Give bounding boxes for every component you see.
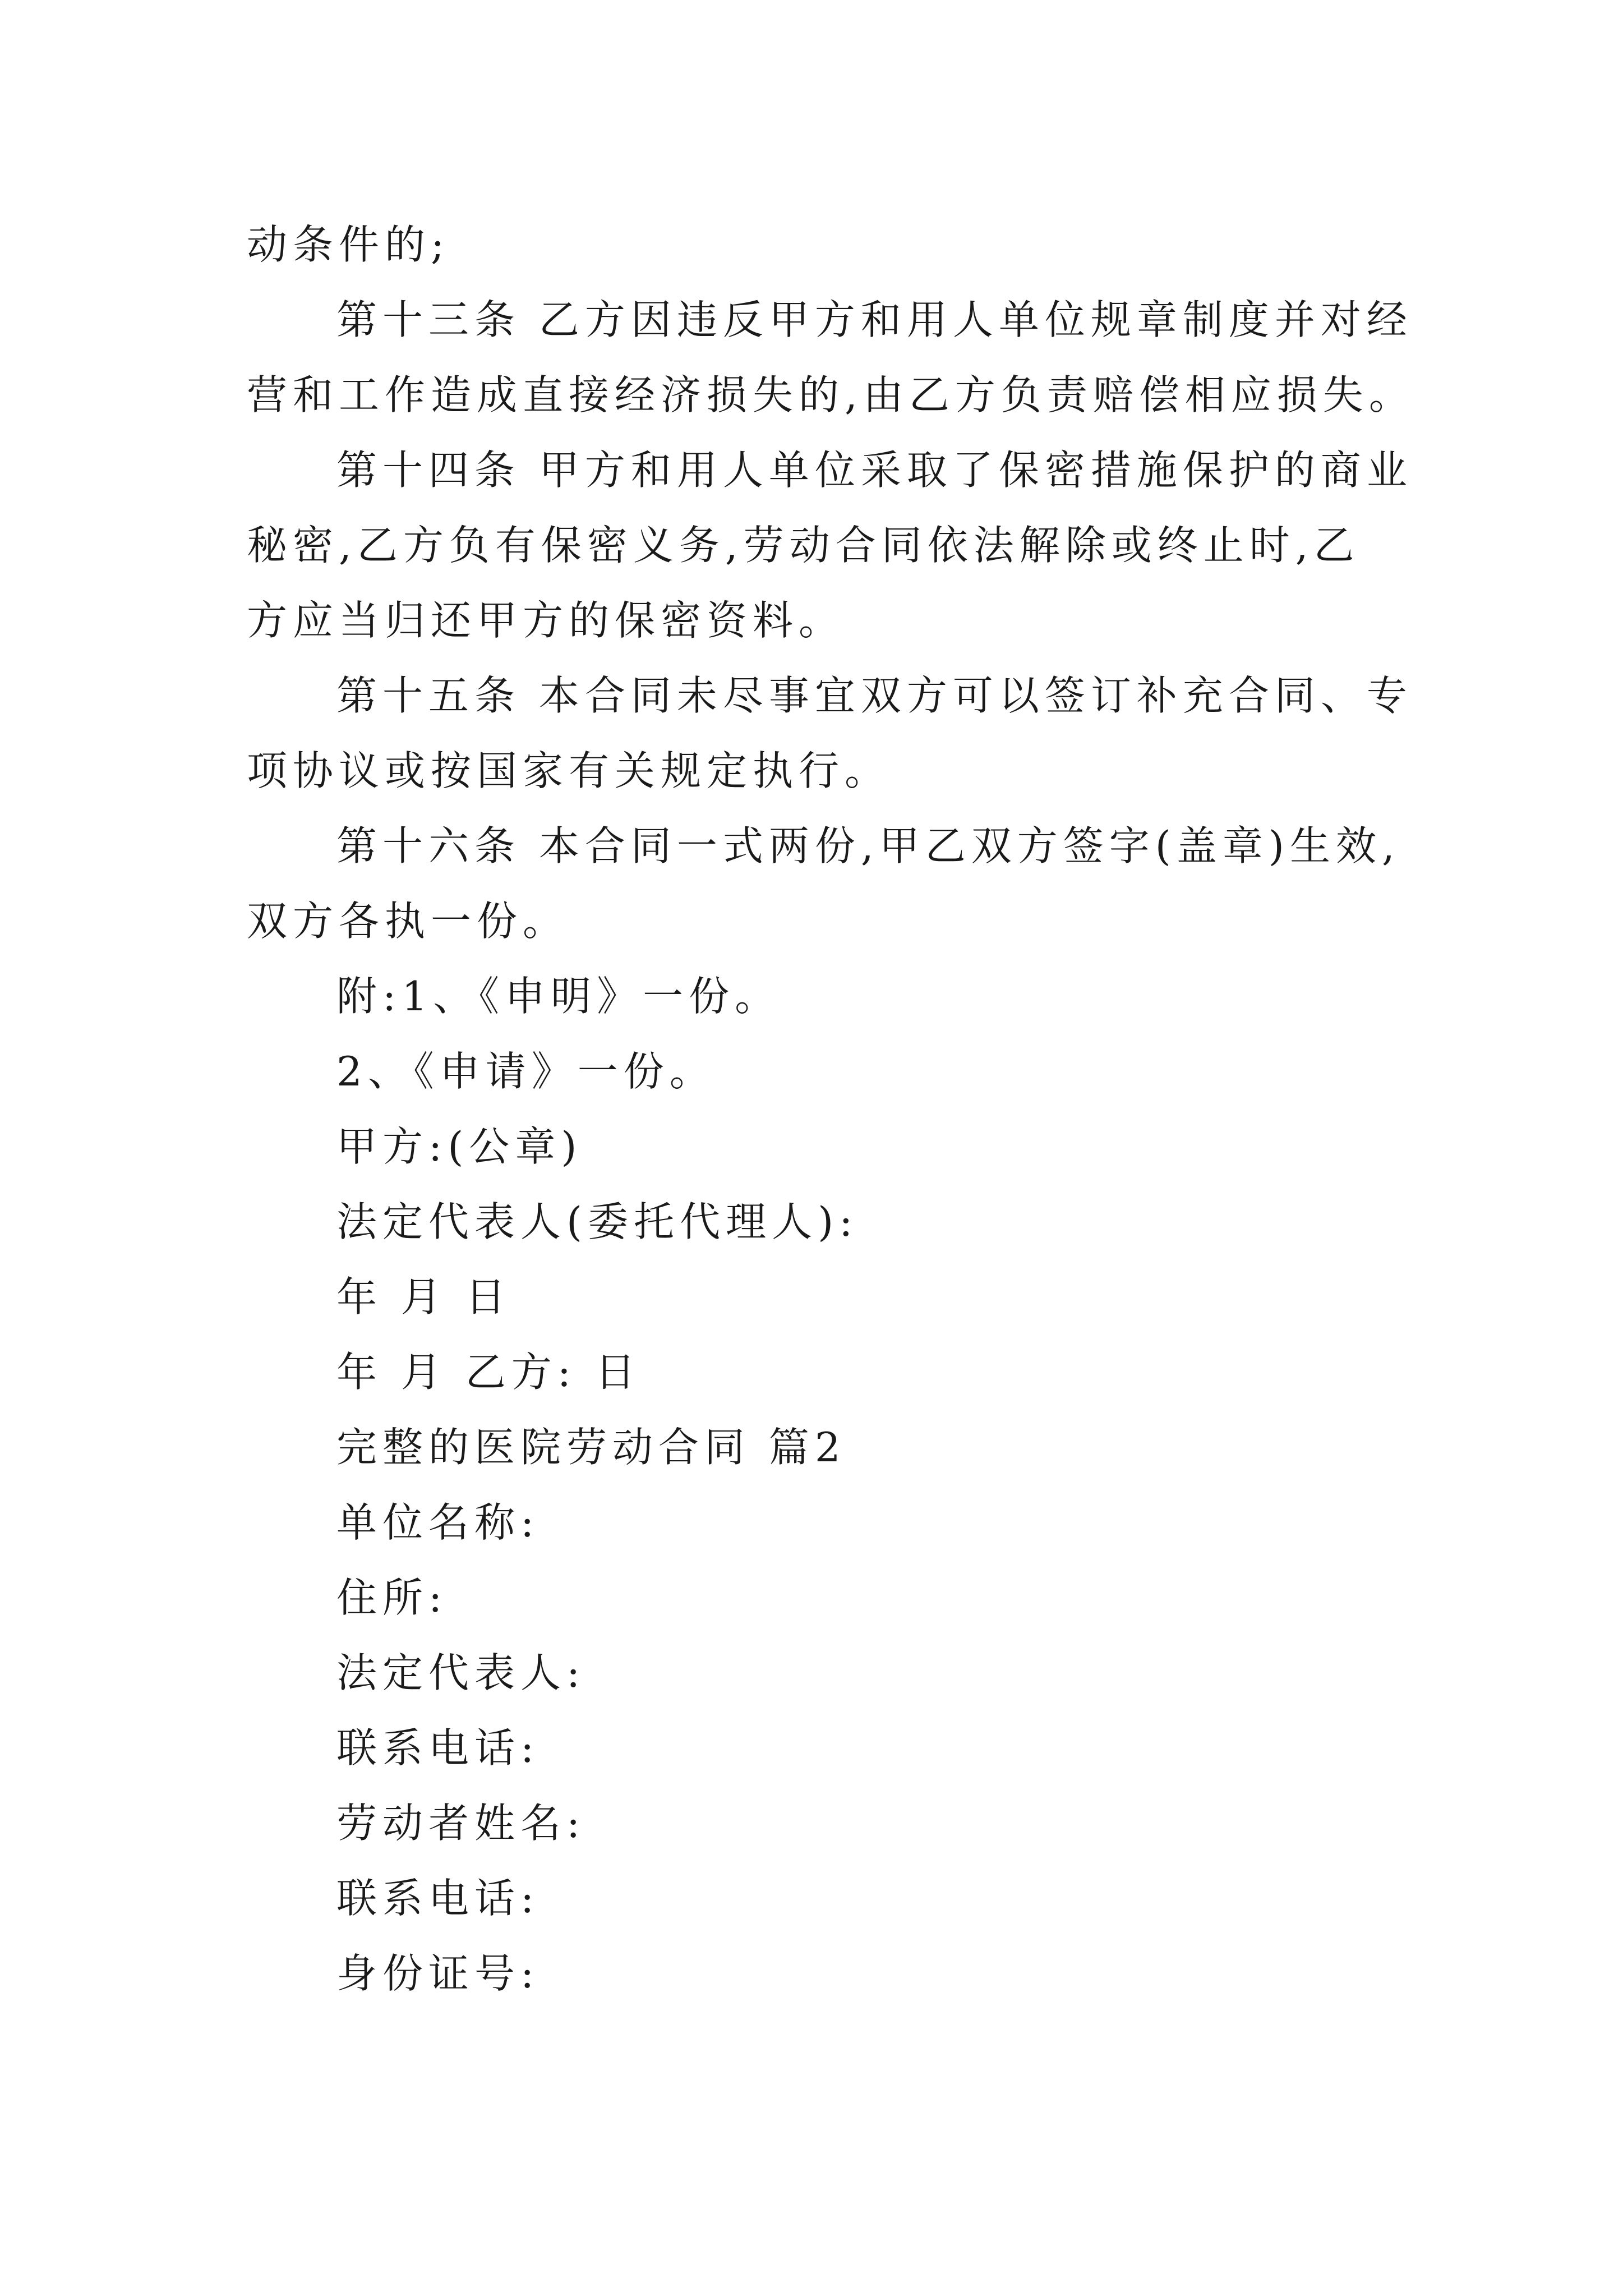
party-b-date-line: 年 月 乙方: 日 <box>336 1349 641 1396</box>
field-worker-phone: 联系电话: <box>336 1875 540 1922</box>
field-unit-name: 单位名称: <box>336 1499 540 1546</box>
field-id-number: 身份证号: <box>336 1950 540 1997</box>
field-legal-representative: 法定代表人: <box>336 1649 586 1696</box>
article-16-heading-line: 第十六条 本合同一式两份,甲乙双方签字(盖章)生效, <box>336 822 1400 869</box>
date-line: 年 月 日 <box>336 1273 511 1320</box>
attachment-line-1: 附:1、《申明》一份。 <box>336 973 781 1020</box>
text-line: 秘密,乙方负有保密义务,劳动合同依法解除或终止时,乙 <box>247 522 1360 569</box>
text-line: 营和工作造成直接经济损失的,由乙方负责赔偿相应损失。 <box>247 371 1415 418</box>
field-worker-name: 劳动者姓名: <box>336 1800 586 1847</box>
field-phone: 联系电话: <box>336 1724 540 1772</box>
text-line: 动条件的; <box>247 221 450 268</box>
legal-representative-line: 法定代表人(委托代理人): <box>336 1198 859 1245</box>
article-15-heading-line: 第十五条 本合同未尽事宜双方可以签订补充合同、专 <box>336 672 1413 719</box>
text-line: 双方各执一份。 <box>247 898 569 945</box>
field-address: 住所: <box>336 1574 448 1621</box>
party-a-seal-line: 甲方:(公章) <box>336 1123 583 1170</box>
text-line: 方应当归还甲方的保密资料。 <box>247 597 845 644</box>
attachment-line-2: 2、《申请》一份。 <box>336 1048 716 1095</box>
text-line: 项协议或按国家有关规定执行。 <box>247 747 891 794</box>
section-title: 完整的医院劳动合同 篇2 <box>336 1424 846 1471</box>
article-13-heading-line: 第十三条 乙方因违反甲方和用人单位规章制度并对经 <box>336 296 1413 343</box>
article-14-heading-line: 第十四条 甲方和用人单位采取了保密措施保护的商业 <box>336 447 1413 494</box>
